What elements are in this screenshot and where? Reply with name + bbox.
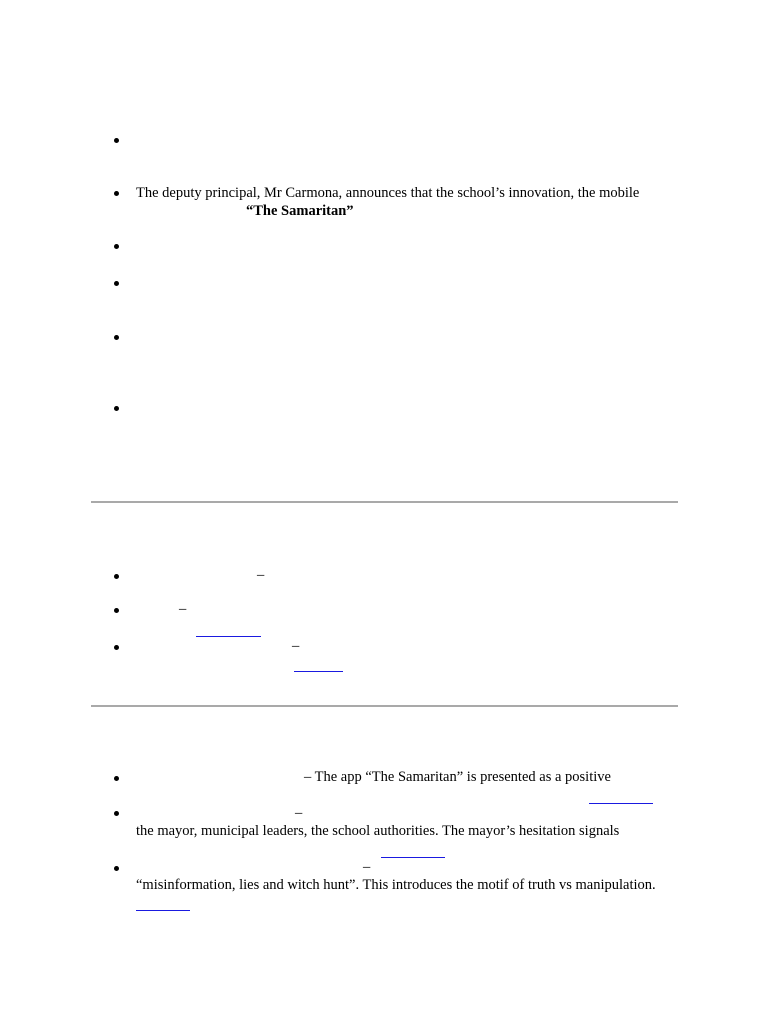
- hyperlink[interactable]: [196, 636, 261, 637]
- bullet: [114, 866, 119, 871]
- hyperlink[interactable]: [294, 671, 343, 672]
- list-item-text: the mayor, municipal leaders, the school authorities. The mayor’s hesitation signals: [136, 823, 620, 839]
- dash-separator: –: [292, 638, 300, 654]
- bullet: [114, 645, 119, 650]
- bullet: [114, 574, 119, 579]
- list-item-text: – The app “The Samaritan” is presented as a positive: [304, 769, 611, 785]
- dash-separator: –: [179, 601, 187, 617]
- bullet: [114, 776, 119, 781]
- bullet: [114, 406, 119, 411]
- dash-separator: –: [295, 805, 303, 821]
- bullet: [114, 335, 119, 340]
- hyperlink[interactable]: [381, 857, 445, 858]
- hyperlink[interactable]: [589, 803, 653, 804]
- hyperlink[interactable]: [136, 910, 190, 911]
- bullet: [114, 244, 119, 249]
- list-item-text: The deputy principal, Mr Carmona, announces that the school’s innovation, the mobile: [136, 185, 640, 201]
- bullet: [114, 608, 119, 613]
- horizontal-rule: [91, 501, 678, 503]
- list-item-text: “misinformation, lies and witch hunt”. This introduces the motif of truth vs manipulation.: [136, 877, 656, 893]
- bullet: [114, 281, 119, 286]
- bullet: [114, 138, 119, 143]
- app-name-bold-text: “The Samaritan”: [246, 203, 354, 219]
- bullet: [114, 191, 119, 196]
- bullet: [114, 811, 119, 816]
- dash-separator: –: [363, 859, 371, 875]
- dash-separator: –: [257, 567, 265, 583]
- horizontal-rule: [91, 705, 678, 707]
